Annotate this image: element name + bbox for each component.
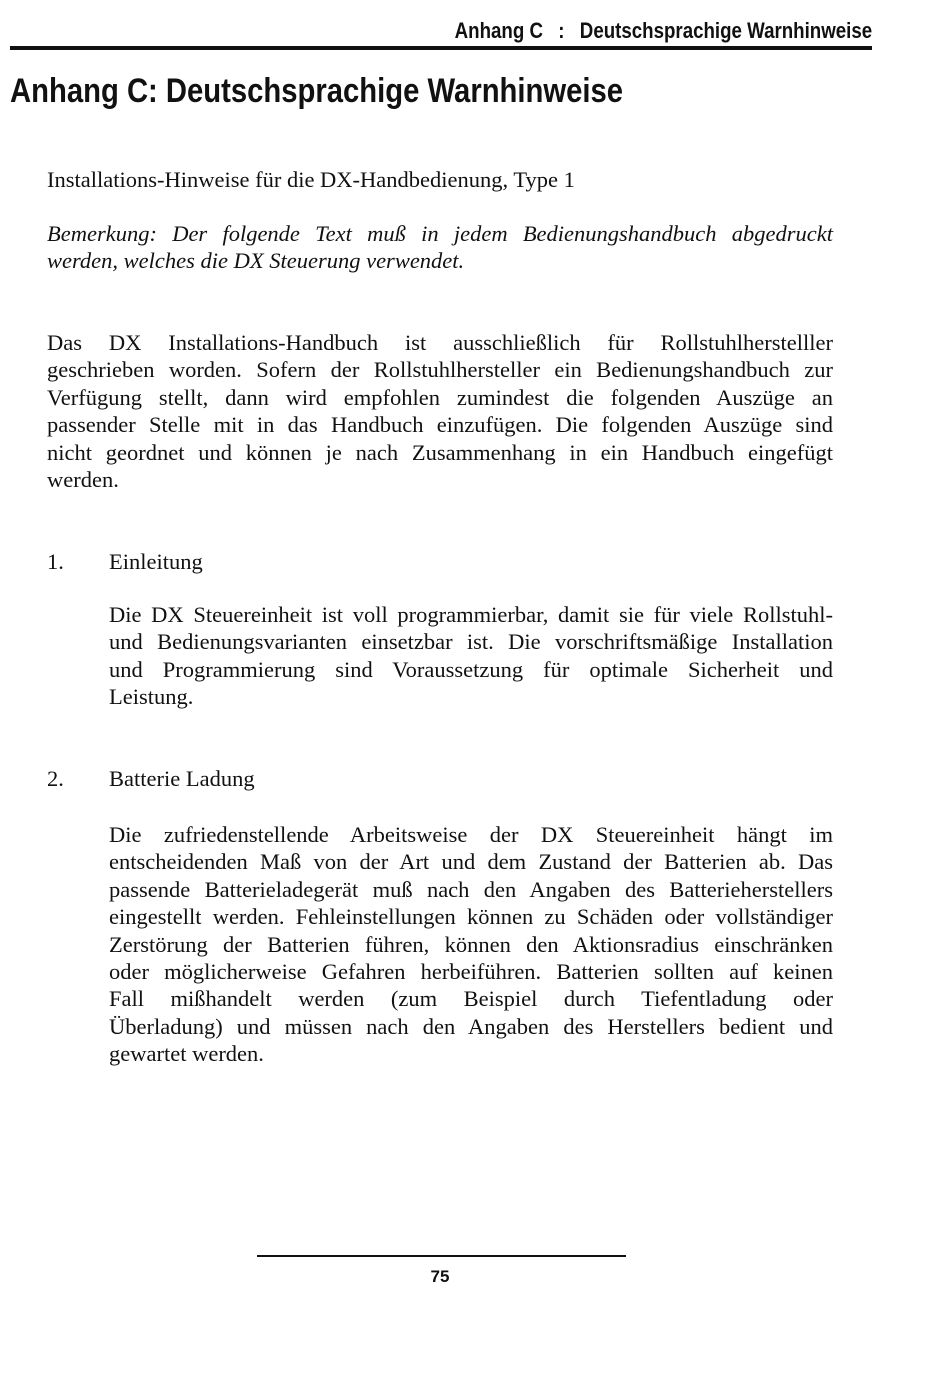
section-heading: Batterie Ladung <box>109 766 255 791</box>
text-line: passender Stelle mit in das Handbuch einzufügen. Die folgenden Auszüge sind <box>47 412 833 438</box>
header-separator: : <box>558 18 565 43</box>
text-line: Überladung) und müssen nach den Angaben des Herstellers bedient und <box>109 1013 833 1039</box>
footer-rule <box>257 1255 626 1257</box>
text-line: und Programmierung sind Voraussetzung für optimale Sicherheit und <box>109 656 833 682</box>
text-line: Leistung. <box>109 684 194 710</box>
section-paragraph <box>109 601 833 711</box>
text-line: Zerstörung der Batterien führen, können den Aktionsradius einschränken <box>109 931 833 957</box>
section-number: 1. <box>47 549 64 574</box>
section-paragraph <box>109 821 833 1068</box>
text-line: entscheidenden Maß von der Art und dem Zustand der Batterien ab. Das <box>109 849 833 875</box>
text-line: nicht geordnet und können je nach Zusammenhang in ein Handbuch eingefügt <box>47 439 833 465</box>
header-section: Anhang C <box>454 18 543 43</box>
text-line: Bemerkung: Der folgende Text muß in jedem Bedienungshandbuch abgedruckt <box>47 221 833 246</box>
text-line: Fall mißhandelt werden (zum Beispiel durch Tiefentladung oder <box>109 986 833 1012</box>
text-line: Die zufriedenstellende Arbeitsweise der DX Steuereinheit hängt im <box>109 822 833 847</box>
text-line: eingestellt werden. Fehleinstellungen können zu Schäden oder vollständiger <box>109 904 833 930</box>
text-line: oder möglicherweise Gefahren herbeiführen. Batterien sollten auf keinen <box>109 959 833 985</box>
running-header <box>455 18 872 44</box>
text-line: Die DX Steuereinheit ist voll programmierbar, damit sie für viele Rollstuhl- <box>109 602 833 627</box>
section-number: 2. <box>47 766 64 791</box>
remark <box>47 220 833 275</box>
text-line: passende Batterieladegerät muß nach den Angaben des Batterieherstellers <box>109 876 833 902</box>
subtitle: Installations-Hinweise für die DX-Handbedienung, Type 1 <box>47 167 575 192</box>
header-rule <box>10 46 872 50</box>
intro-paragraph <box>47 329 833 493</box>
header-title: Deutschsprachige Warnhinweise <box>579 18 872 43</box>
text-line: geschrieben worden. Sofern der Rollstuhlhersteller ein Bedienungshandbuch zur <box>47 357 833 383</box>
text-line: gewartet werden. <box>109 1041 264 1067</box>
page-number: 75 <box>430 1267 450 1286</box>
text-line: und Bedienungsvarianten einsetzbar ist. Die vorschriftsmäßige Installation <box>109 629 833 655</box>
page-title: Anhang C: Deutschsprachige Warnhinweise <box>10 72 624 110</box>
section-heading: Einleitung <box>109 549 203 574</box>
text-line: werden. <box>47 467 119 493</box>
text-line: werden, welches die DX Steuerung verwendet. <box>47 248 465 274</box>
text-line: Das DX Installations-Handbuch ist ausschließlich für Rollstuhlherstelller <box>47 330 833 355</box>
text-line: Verfügung stellt, dann wird empfohlen zumindest die folgenden Auszüge an <box>47 384 833 410</box>
